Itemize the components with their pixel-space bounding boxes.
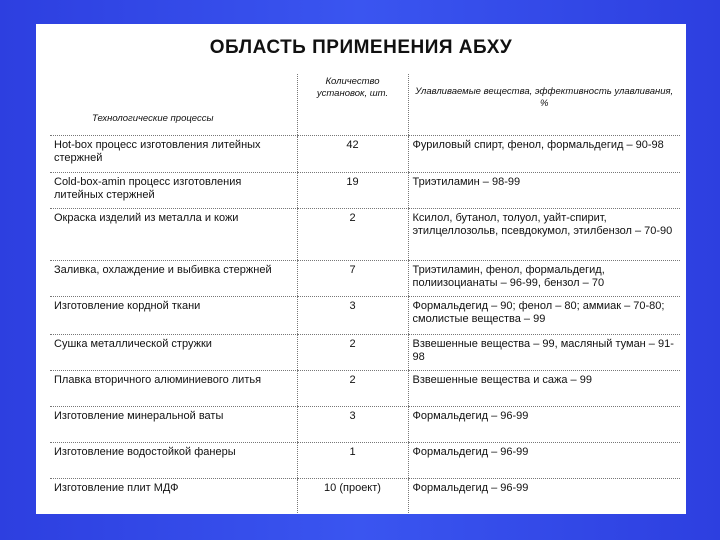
cell-count: 2 <box>297 209 408 261</box>
table-row <box>50 371 680 407</box>
cell-count: 2 <box>297 371 408 407</box>
header-count: Количество установок, шт. <box>297 74 408 136</box>
table-row <box>50 407 680 443</box>
cell-process: Изготовление водостойкой фанеры <box>50 443 297 479</box>
cell-process: Изготовление кордной ткани <box>50 297 297 335</box>
slide <box>36 24 686 514</box>
cell-count: 2 <box>297 335 408 371</box>
table-row <box>50 297 680 335</box>
cell-substances: Фуриловый спирт, фенол, формальдегид – 90-98 <box>408 136 680 173</box>
application-table <box>50 74 680 514</box>
table-row <box>50 335 680 371</box>
slide-title: ОБЛАСТЬ ПРИМЕНЕНИЯ АБХУ <box>209 37 513 58</box>
cell-process: Изготовление плит МДФ <box>54 482 179 494</box>
cell-process: Cold-box-amin процесс изготовления литейных стержней <box>50 173 297 209</box>
table-row <box>50 443 680 479</box>
table-row <box>50 173 680 209</box>
cell-substances: Формальдегид – 96-99 <box>408 479 680 515</box>
cell-process: Изготовление минеральной ваты <box>50 407 297 443</box>
cell-count: 3 <box>297 297 408 335</box>
cell-process: Окраска изделий из металла и кожи <box>50 209 297 261</box>
header-substances: Улавливаемые вещества, эффективность улавливания, % <box>408 74 680 136</box>
table-row <box>50 261 680 297</box>
header-process: Технологические процессы <box>50 74 297 136</box>
cell-count: 1 <box>297 443 408 479</box>
cell-substances: Формальдегид – 96-99 <box>408 407 680 443</box>
table-header-row <box>50 74 680 136</box>
cell-process: Плавка вторичного алюминиевого литья <box>50 371 297 407</box>
cell-substances: Триэтиламин – 98-99 <box>408 173 680 209</box>
cell-substances: Формальдегид – 90; фенол – 80; аммиак – 70-80; смолистые вещества – 99 <box>408 297 680 335</box>
table-row <box>50 209 680 261</box>
table-row <box>50 479 680 515</box>
cell-process: Сушка металлической стружки <box>50 335 297 371</box>
cell-substances: Взвешенные вещества – 99, масляный туман – 91-98 <box>408 335 680 371</box>
table-row <box>50 136 680 173</box>
cell-substances: Взвешенные вещества и сажа – 99 <box>408 371 680 407</box>
cell-substances: Формальдегид – 96-99 <box>408 443 680 479</box>
cell-process: Hot-box процесс изготовления литейных стержней <box>50 136 297 173</box>
cell-count: 42 <box>297 136 408 173</box>
cell-substances: Триэтиламин, фенол, формальдегид, полиизоцианаты – 96-99, бензол – 70 <box>408 261 680 297</box>
cell-count: 10 (проект) <box>297 479 408 515</box>
cell-substances: Ксилол, бутанол, толуол, уайт-спирит, этилцеллозольв, псевдокумол, этилбензол – 70-90 <box>408 209 680 261</box>
cell-process: Заливка, охлаждение и выбивка стержней <box>50 261 297 297</box>
cell-count: 3 <box>297 407 408 443</box>
cell-count: 7 <box>297 261 408 297</box>
cell-count: 19 <box>297 173 408 209</box>
